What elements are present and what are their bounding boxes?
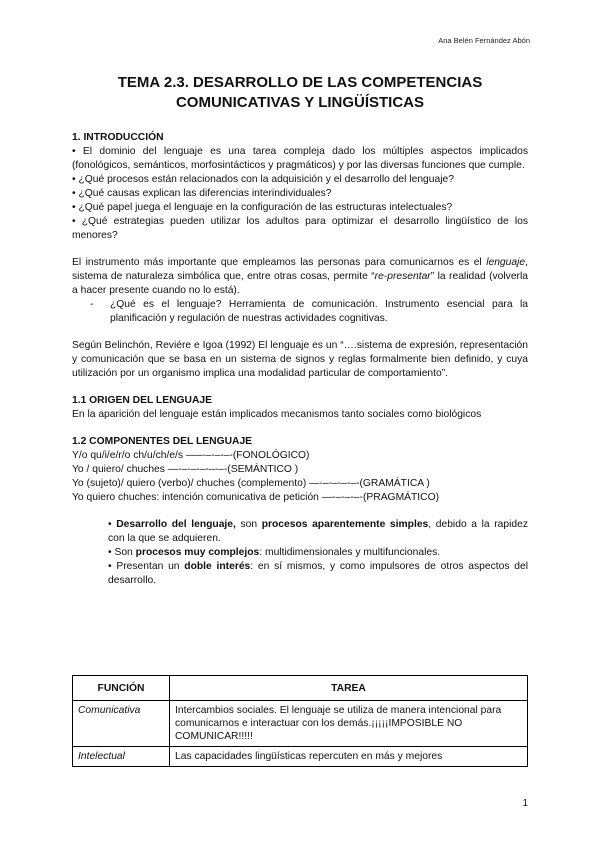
intro-paragraph	[72, 256, 528, 298]
bold-run: procesos aparentemente simples	[261, 519, 429, 530]
intro-bullet: • ¿Qué causas explican las diferencias interindividuales?	[72, 188, 332, 199]
cell-funcion: Intelectual	[73, 747, 170, 767]
cell-funcion: Comunicativa	[73, 701, 170, 747]
dash-marker: -	[90, 299, 94, 310]
dash-list-item	[90, 298, 528, 326]
section-heading-introduccion: 1. INTRODUCCIÓN	[72, 132, 164, 143]
text-run: , debido a la rapidez con la que se adquieren.	[108, 519, 528, 544]
document-title	[70, 73, 530, 113]
intro-bullet: • El dominio del lenguaje es una tarea compleja dado los múltiples aspectos implicados (fonológicos, semánticos, morfosintácticos y pragmáticos) y por las diversas funciones que cumple.	[72, 146, 528, 171]
text-run: •	[108, 519, 117, 530]
text-run: ” la realidad (volverla a hacer presente cuando no lo está).	[72, 271, 529, 296]
bold-run: procesos muy complejos	[135, 547, 260, 558]
text-run: son	[235, 519, 262, 530]
component-line: Yo quiero chuches: intención comunicativa de petición —-–-–-–-(PRAGMÁTICO)	[72, 492, 440, 503]
component-line: Yo / quiero/ chuches —-–-–-–-–-–-(SEMÁNTICO )	[72, 464, 299, 475]
emphasis-re-presentar: re-presentar	[374, 271, 431, 282]
section-heading-componentes: 1.2 COMPONENTES DEL LENGUAJE	[72, 436, 253, 447]
bold-run: Desarrollo del lenguaje,	[116, 519, 236, 530]
section-heading-origen: 1.1 ORIGEN DEL LENGUAJE	[72, 395, 212, 406]
text-run: El instrumento más importante que empleamos las personas para comunicarnos es el	[72, 257, 487, 268]
page-number: 1	[522, 798, 528, 809]
text-run: , sistema de naturaleza simbólica que, entre otras cosas, permite “	[72, 257, 528, 282]
text-run: : en sí mismos, y como impulsores de otros aspectos del desarrollo.	[108, 561, 528, 586]
development-block	[108, 518, 528, 588]
column-header-tarea: TAREA	[170, 676, 528, 701]
development-bullet	[108, 546, 528, 560]
bold-run: doble interés	[184, 561, 251, 572]
component-line: Yo (sujeto)/ quiero (verbo)/ chuches (complemento) —-–-–-–-–-(GRAMÁTICA )	[72, 478, 430, 489]
table-row	[73, 747, 528, 767]
development-bullet	[108, 518, 528, 546]
title-line-1: TEMA 2.3. DESARROLLO DE LAS COMPETENCIAS	[117, 74, 483, 91]
intro-bullet: • ¿Qué papel juega el lenguaje en la configuración de las estructuras intelectuales?	[72, 202, 453, 213]
intro-bullet: • ¿Qué estrategias pueden utilizar los adultos para optimizar el desarrollo lingüístico de los menores?	[72, 216, 528, 241]
column-header-funcion: FUNCIÓN	[73, 676, 170, 701]
cell-tarea: Las capacidades lingüísticas repercuten en más y mejores	[170, 747, 528, 767]
table-header-row	[73, 676, 528, 701]
title-line-2: COMUNICATIVAS Y LINGÜÍSTICAS	[175, 94, 425, 111]
text-run: • Son	[108, 547, 136, 558]
component-line: Y/o qu/i/e/r/o ch/u/ch/e/s —–-–-–-–-(FONOLÓGICO)	[72, 450, 310, 461]
intro-bullet: • ¿Qué procesos están relacionados con la adquisición y el desarrollo del lenguaje?	[72, 174, 454, 185]
functions-table	[72, 675, 528, 767]
text-run: : multidimensionales y multifuncionales.	[259, 547, 441, 558]
text-run: • Presentan un	[108, 561, 185, 572]
author-header: Ana Belén Fernández Abón	[438, 36, 530, 45]
table-row	[73, 701, 528, 747]
emphasis-lenguaje: lenguaje	[486, 257, 526, 268]
document-body	[72, 131, 528, 588]
origin-text: En la aparición del lenguaje están implicados mecanismos tanto sociales como biológicos	[72, 409, 482, 420]
development-bullet	[108, 560, 528, 588]
dash-item-text: ¿Qué es el lenguaje? Herramienta de comunicación. Instrumento esencial para la planificación y regulación de nuestras actividades cognitivas.	[110, 299, 528, 324]
definition-quote: Según Belinchón, Reviére e Igoa (1992) El lenguaje es un “….sistema de expresión, representación y comunicación que se basa en un sistema de signos y reglas formalmente bien definido, y cuya utilización por un organismo implica una modalidad particular de comportamiento”.	[72, 340, 528, 379]
cell-tarea: Intercambios sociales. El lenguaje se utiliza de manera intencional para comunicarnos e interactuar con los demás.¡¡¡¡¡IMPOSIBLE NO COMUNICAR!!!!!	[170, 701, 528, 747]
